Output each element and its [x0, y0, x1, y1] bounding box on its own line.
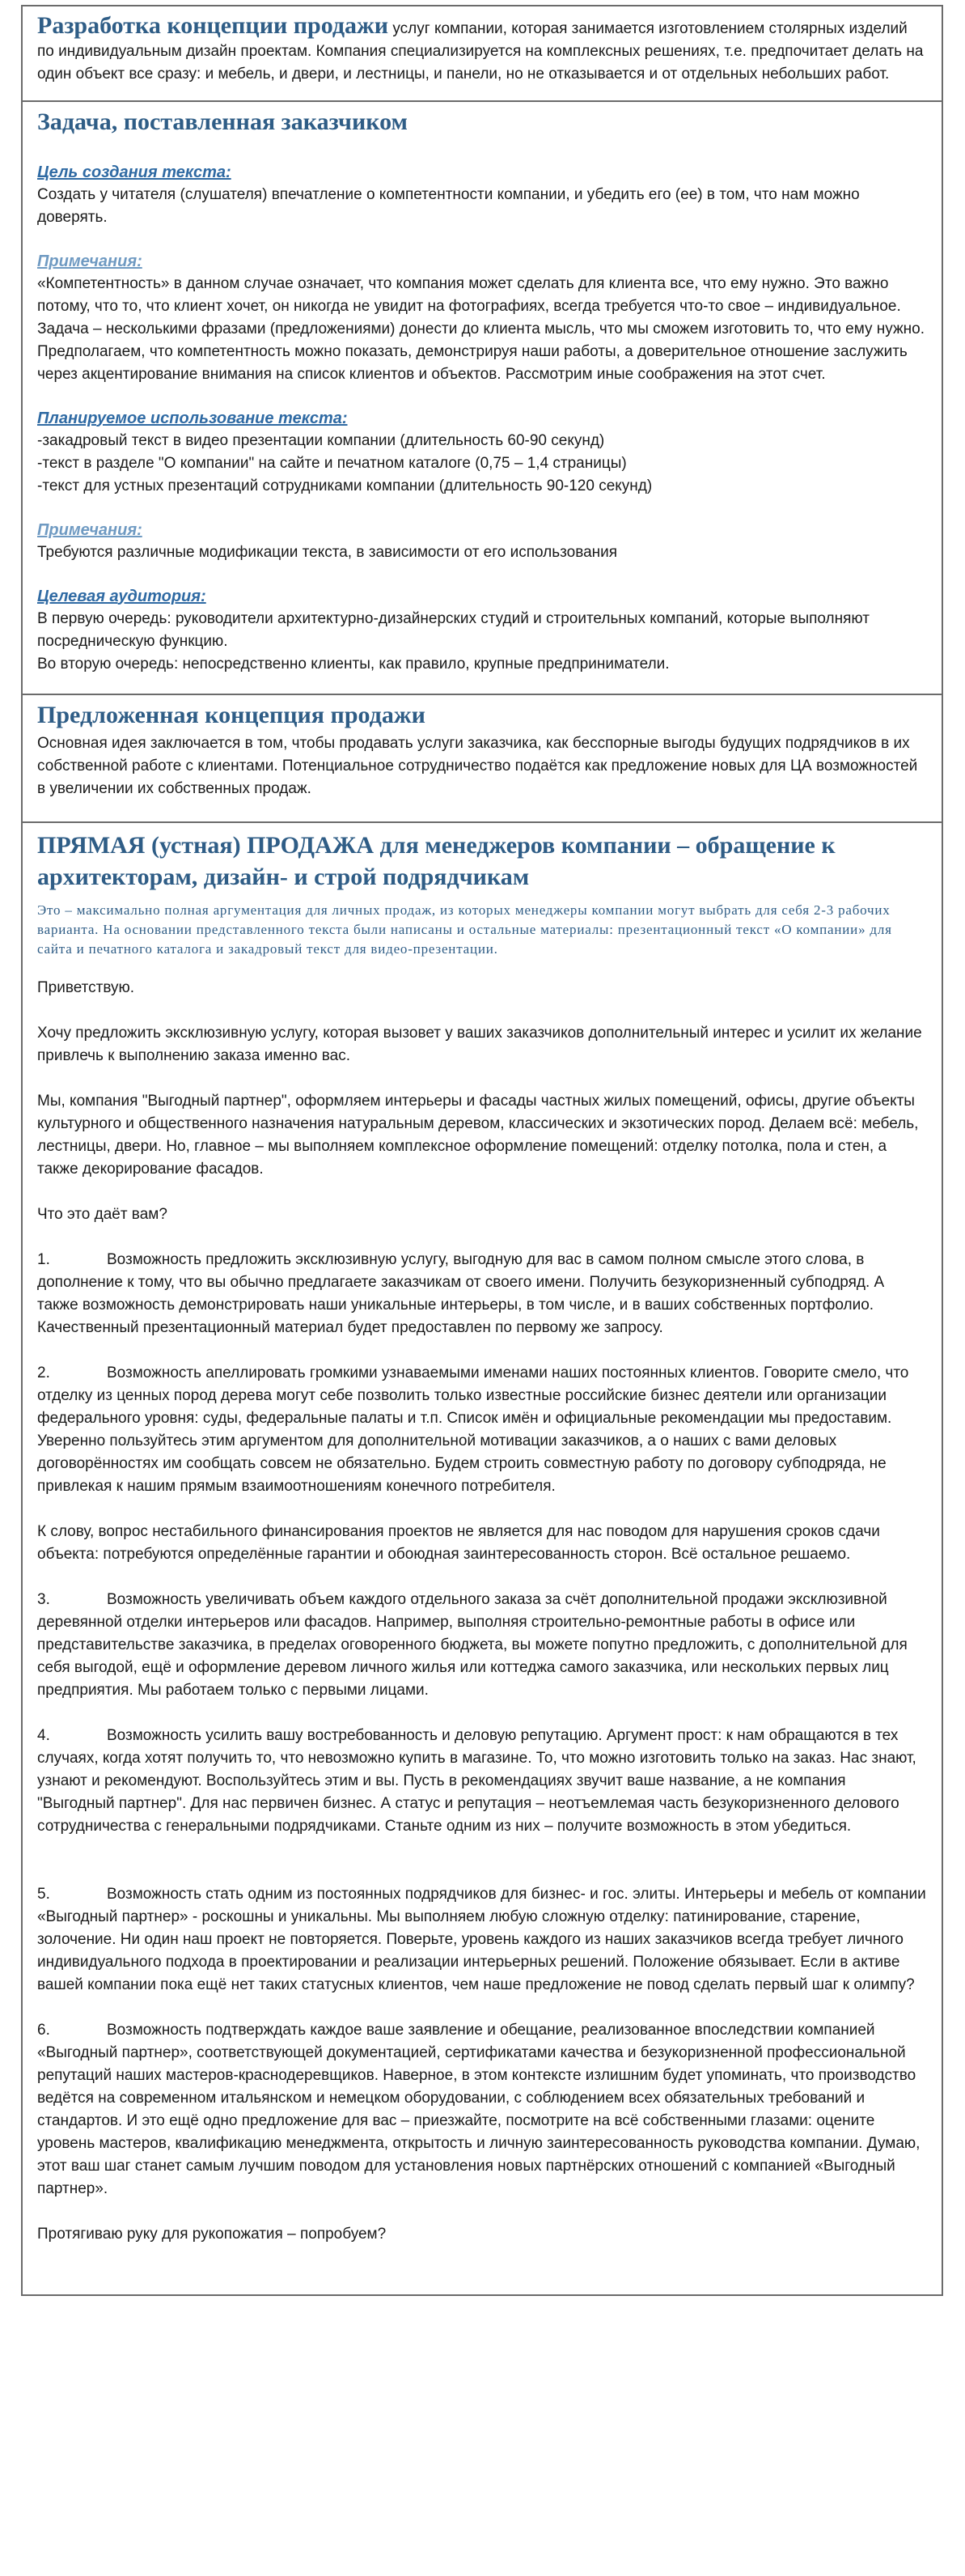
notes2-label: Примечания: [37, 520, 142, 539]
direct-lead: Это – максимально полная аргументация для личных продаж, из которых менеджеры компании могут выбрать для себя 2-3 рабочих варианта. На основании представленного текста были написаны и остальные материалы: презентационный текст «О компании» для сайта и печатного каталога и закадровый текст для видео-презентации. [37, 902, 892, 957]
item-number: 4. [37, 1727, 50, 1744]
usage-item: -текст для устных презентаций сотрудниками компании (длительность 90-120 секунд) [37, 477, 653, 494]
closing-line: Протягиваю руку для рукопожатия – попробуем? [37, 2226, 387, 2243]
item-number: 6. [37, 2022, 50, 2039]
concept-text: Основная идея заключается в том, чтобы продавать услуги заказчика, как бесспорные выгоды будущих подрядчиков в их собственной работе с клиентами. Потенциальное сотрудничество подаётся как предложение новых для ЦА возможностей в увеличении их собственных продаж. [37, 735, 918, 797]
purpose-text: Создать у читателя (слушателя) впечатление о компетентности компании, и убедить его (ее) в том, что нам можно доверять. [37, 185, 860, 226]
usage-item: -закадровый текст в видео презентации компании (длительность 60-90 секунд) [37, 431, 605, 449]
notes1-label: Примечания: [37, 252, 142, 270]
item-text: Возможность стать одним из постоянных подрядчиков для бизнес- и гос. элиты. Интерьеры и мебель от компании «Выгодный партнер» - роскошны и уникальны. Мы выполняем любую сложную отделку: патинирование, старение, золочение. Ни один наш проект не повторяется. Поверьте, уровень каждого из наших заказчиков всегда требует личного индивидуального подхода в проектировании и реализации интерьерных решений. Положение обязывает. Если в активе вашей компании пока ещё нет таких статусных клиентов, чем наше предложение не повод сделать первый шаг к олимпу? [37, 1886, 926, 1993]
benefit-item-6 [37, 2019, 927, 2200]
task-heading: Задача, поставленная заказчиком [37, 108, 408, 135]
item-text: Возможность апеллировать громкими узнаваемыми именами наших постоянных клиентов. Говорите смело, что отделку из ценных пород дерева могут себе позволить только известные российские бизнес деятели или организации федерального уровня: суды, федеральные палаты и т.п. Список имён и официальные рекомендации мы предоставим. Уверенно пользуйтесь этим аргументом для дополнительной мотивации заказчиков, а о наших с вами деловых договорённостях им сообщать совсем не обязательно. Будем строить совместную работу по договору субподряда, не привлекая к нашим прямым взаимоотношениям конечного потребителя. [37, 1364, 909, 1495]
document-page [21, 5, 943, 2296]
item-text: Возможность предложить эксклюзивную услугу, выгодную для вас в самом полном смысле этого слова, в дополнение к тому, что вы обычно предлагаете заказчикам от своего имени. Получить безукоризненный субподряд. А также возможность демонстрировать наши уникальные интерьеры, в том числе, и в ваших собственных портфолио. Качественный презентационный материал будет предоставлен по первому же запросу. [37, 1251, 885, 1336]
notes2-text: Требуются различные модификации текста, в зависимости от его использования [37, 543, 618, 561]
direct-paragraph-1: Хочу предложить эксклюзивную услугу, которая вызовет у ваших заказчиков дополнительный интерес и усилит их желание привлечь к выполнению заказа именно вас. [37, 1025, 922, 1064]
intro-section [23, 6, 942, 102]
direct-sale-section [23, 823, 942, 2294]
usage-label: Планируемое использование текста: [37, 409, 348, 427]
benefit-item-2 [37, 1362, 927, 1498]
audience-label: Целевая аудитория: [37, 587, 206, 605]
task-section [23, 102, 942, 695]
item-number: 5. [37, 1886, 50, 1903]
audience-paragraph-1: В первую очередь: руководители архитектурно-дизайнерских студий и строительных компаний, которые выполняют посредническую функцию. [37, 609, 870, 650]
purpose-label: Цель создания текста: [37, 163, 231, 181]
aside-paragraph: К слову, вопрос нестабильного финансирования проектов не является для нас поводом для нарушения сроков сдачи объекта: потребуются определённые гарантии и обоюдная заинтересованность сторон. Всё остальное решаемо. [37, 1523, 880, 1563]
benefit-item-5 [37, 1883, 927, 1997]
direct-heading: ПРЯМАЯ (устная) ПРОДАЖА для менеджеров компании – обращение к архитекторам, дизайн- и строй подрядчикам [37, 832, 836, 890]
greeting: Приветствую. [37, 979, 135, 996]
item-text: Возможность подтверждать каждое ваше заявление и обещание, реализованное впоследствии компанией «Выгодный партнер», соответствующей документацией, сертификатами качества и безукоризненной профессиональной репутаций наших мастеров-краснодеревщиков. Наверное, в этом контексте излишним будет упоминать, что производство ведётся на современном итальянском и немецком оборудовании, с соблюдением всех обязательных требований и стандартов. И это ещё одно предложение для вас – приезжайте, посмотрите на всё собственными глазами: оцените уровень мастеров, квалификацию менеджмента, открытость и личную заинтересованность руководства компании. Думаю, этот ваш шаг станет самым лучшим поводом для установления новых партнёрских отношений с компанией «Выгодный партнер». [37, 2022, 921, 2197]
item-text: Возможность увеличивать объем каждого отдельного заказа за счёт дополнительной продажи эксклюзивной деревянной отделки интерьеров или фасадов. Например, выполняя строительно-ремонтные работы в офисе или представительстве заказчика, в пределах оговоренного бюджета, вы можете попутно предложить, с дополнительной для себя выгодой, ещё и оформление деревом личного жилья или коттеджа самого заказчика, или нескольких первых лиц предприятия. Мы работаем только с первыми лицами. [37, 1591, 908, 1699]
intro-heading: Разработка концепции продажи [37, 12, 389, 39]
item-number: 1. [37, 1251, 50, 1268]
intro-text: услуг компании, которая занимается изготовлением столярных изделий по индивидуальным дизайн проектам. Компания специализируется на комплексных решениях, т.е. предпочитает делать на один объект все сразу: и мебель, и двери, и лестницы, и панели, но не отказывается и от отдельных небольших работ. [37, 20, 924, 83]
usage-item: -текст в разделе "О компании" на сайте и печатном каталоге (0,75 – 1,4 страницы) [37, 454, 627, 472]
item-text: Возможность усилить вашу востребованность и деловую репутацию. Аргумент прост: к нам обращаются в тех случаях, когда хотят получить то, что невозможно купить в магазине. То, что можно изготовить только на заказ. Нас знают, узнают и рекомендуют. Воспользуйтесь этим и вы. Пусть в рекомендациях звучит ваше название, а не компания "Выгодный партнер". Для нас первичен бизнес. А статус и репутация – неотъемлемая часть безукоризненного делового сотрудничества с генеральными подрядчиками. Станьте одним из них – получите возможность в этом убедиться. [37, 1727, 916, 1835]
concept-heading: Предложенная концепция продажи [37, 701, 425, 728]
direct-paragraph-2: Мы, компания "Выгодный партнер", оформляем интерьеры и фасады частных жилых помещений, офисы, другие объекты культурного и общественного назначения натуральным деревом, классических и экзотических пород. Делаем всё: мебель, лестницы, двери. Но, главное – мы выполняем комплексное оформление помещений: отделку потолка, пола и стен, а также декорирование фасадов. [37, 1093, 919, 1178]
intro-paragraph [37, 12, 927, 86]
item-number: 3. [37, 1591, 50, 1608]
benefit-item-1 [37, 1249, 927, 1339]
benefit-item-4 [37, 1725, 927, 1838]
notes1-paragraph-1: «Компетентность» в данном случае означает, что компания может сделать для клиента все, что ему нужно. Это важно потому, что то, что клиент хочет, он никогда не увидит на фотографиях, всегда требуется что-то свое – индивидуальное. Задача – несколькими фразами (предложениями) донести до клиента мысль, что мы сможем изготовить то, что ему нужно. [37, 274, 925, 337]
notes1-paragraph-2: Предполагаем, что компетентность можно показать, демонстрируя наши работы, а доверительное отношение заслужить через акцентирование внимания на список клиентов и объектов. Рассмотрим иные соображения на этот счет. [37, 342, 908, 383]
benefit-item-3 [37, 1589, 927, 1702]
item-number: 2. [37, 1364, 50, 1381]
concept-section [23, 695, 942, 824]
question: Что это даёт вам? [37, 1206, 167, 1223]
audience-paragraph-2: Во вторую очередь: непосредственно клиенты, как правило, крупные предприниматели. [37, 655, 670, 673]
